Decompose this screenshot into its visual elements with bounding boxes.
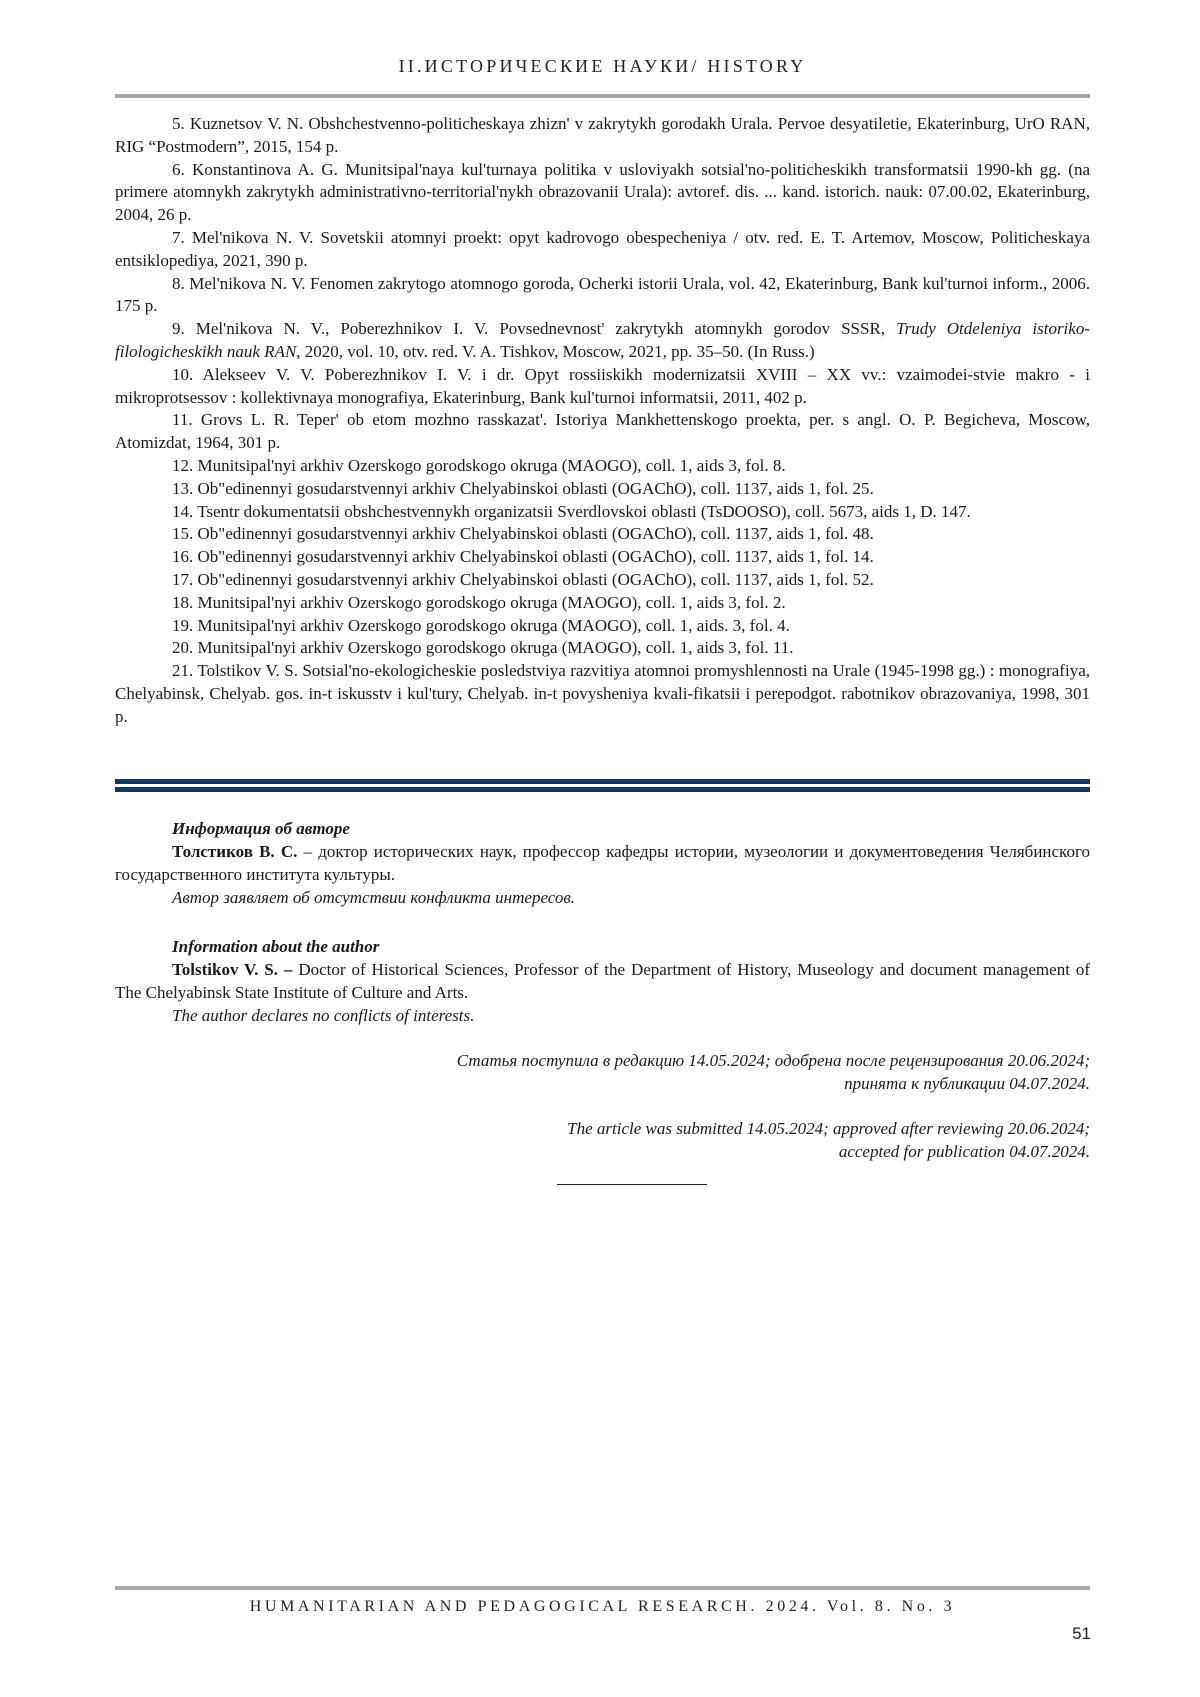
author-info-ru — [115, 817, 1090, 909]
reference-9-journal: Trudy Otdeleniya istoriko-filologicheskikh nauk RAN — [115, 319, 1090, 361]
author-heading-ru: Информация об авторе — [115, 817, 1090, 840]
author-name-ru: Толстиков В. С. — [172, 842, 297, 861]
journal-footer: HUMANITARIAN AND PEDAGOGICAL RESEARCH. 2024. Vol. 8. No. 3 — [115, 1598, 1090, 1616]
reference-item-10: 10. Alekseev V. V. Poberezhnikov I. V. i dr. Opyt rossiiskikh modernizatsii XVIII – XX vv.: vzaimodei-stvie makro - i mikroprotsessov : kollektivnaya monografiya, Ekaterinburg, Bank kul'turnoi informatsii, 2011, 402 p. — [115, 364, 1090, 410]
reference-item-7: 7. Mel'nikova N. V. Sovetskii atomnyi proekt: opyt kadrovogo obespecheniya / otv. red. E. T. Artemov, Moscow, Politicheskaya entsiklopediya, 2021, 390 p. — [115, 227, 1090, 273]
running-header: II.ИСТОРИЧЕСКИЕ НАУКИ/ HISTORY — [115, 56, 1090, 77]
conflict-statement-en: The author declares no conflicts of interests. — [115, 1004, 1090, 1027]
reference-list — [115, 113, 1090, 729]
author-description-en — [115, 958, 1090, 1004]
reference-item-21: 21. Tolstikov V. S. Sotsial'no-ekologicheskie posledstviya razvitiya atomnoi promyshlennosti na Urale (1945-1998 gg.) : monografiya, Chelyabinsk, Chelyab. gos. in-t iskusstv i kul'tury, Chelyab. in-t povysheniya kvali-fikatsii i perepodgot. rabotnikov obrazovaniya, 1998, 301 p. — [115, 660, 1090, 728]
dates-en-line-1: The article was submitted 14.05.2024; approved after reviewing 20.06.2024; — [115, 1117, 1090, 1140]
reference-9-main: 9. Mel'nikova N. V., Poberezhnikov I. V. Povsednevnost' zakrytykh atomnykh gorodov SSSR, — [172, 319, 896, 338]
reference-item-20: 20. Munitsipal'nyi arkhiv Ozerskogo gorodskogo okruga (MAOGO), coll. 1, aids 3, fol. 11. — [115, 637, 1090, 660]
reference-item-6: 6. Konstantinova A. G. Munitsipal'naya kul'turnaya politika v usloviyakh sotsial'no-politicheskikh transformatsii 1990-kh gg. (na primere atomnykh zakrytykh administrativno-territorial'nykh obrazovanii Urala): avtoref. dis. ... kand. istorich. nauk: 07.00.02, Ekaterinburg, 2004, 26 p. — [115, 159, 1090, 227]
section-divider — [115, 779, 1090, 792]
reference-item-15: 15. Ob"edinennyi gosudarstvennyi arkhiv Chelyabinskoi oblasti (OGAChO), coll. 1137, aids 1, fol. 48. — [115, 523, 1090, 546]
reference-item-17: 17. Ob"edinennyi gosudarstvennyi arkhiv Chelyabinskoi oblasti (OGAChO), coll. 1137, aids 1, fol. 52. — [115, 569, 1090, 592]
reference-item-5: 5. Kuznetsov V. N. Obshchestvenno-politicheskaya zhizn' v zakrytykh gorodakh Urala. Pervoe desyatiletie, Ekaterinburg, UrO RAN, RIG “Postmodern”, 2015, 154 p. — [115, 113, 1090, 159]
reference-item-13: 13. Ob"edinennyi gosudarstvennyi arkhiv Chelyabinskoi oblasti (OGAChO), coll. 1137, aids 1, fol. 25. — [115, 478, 1090, 501]
article-dates-en — [115, 1117, 1090, 1163]
author-heading-en: Information about the author — [115, 935, 1090, 958]
reference-item-19: 19. Munitsipal'nyi arkhiv Ozerskogo gorodskogo okruga (MAOGO), coll. 1, aids. 3, fol. 4. — [115, 615, 1090, 638]
author-name-en: Tolstikov V. S. – — [172, 960, 292, 979]
conflict-statement-ru: Автор заявляет об отсутствии конфликта интересов. — [115, 886, 1090, 909]
end-separator — [557, 1184, 707, 1185]
dates-ru-line-1: Статья поступила в редакцию 14.05.2024; одобрена после рецензирования 20.06.2024; — [115, 1049, 1090, 1072]
dates-ru-line-2: принята к публикации 04.07.2024. — [115, 1072, 1090, 1095]
article-dates-ru — [115, 1049, 1090, 1095]
author-description-ru — [115, 840, 1090, 886]
reference-item-8: 8. Mel'nikova N. V. Fenomen zakrytogo atomnogo goroda, Ocherki istorii Urala, vol. 42, Ekaterinburg, Bank kul'turnoi inform., 2006. 175 p. — [115, 273, 1090, 319]
reference-item-18: 18. Munitsipal'nyi arkhiv Ozerskogo gorodskogo okruga (MAOGO), coll. 1, aids 3, fol. 2. — [115, 592, 1090, 615]
author-text-en: Doctor of Historical Sciences, Professor of the Department of History, Museology and document management of The Chelyabinsk State Institute of Culture and Arts. — [115, 960, 1090, 1002]
reference-item-9 — [115, 318, 1090, 364]
reference-item-12: 12. Munitsipal'nyi arkhiv Ozerskogo gorodskogo okruga (MAOGO), coll. 1, aids 3, fol. 8. — [115, 455, 1090, 478]
reference-9-tail: , 2020, vol. 10, otv. red. V. A. Tishkov, Moscow, 2021, pp. 35–50. (In Russ.) — [296, 342, 814, 361]
header-divider — [115, 94, 1090, 98]
reference-item-11: 11. Grovs L. R. Teper' ob etom mozhno rasskazat'. Istoriya Mankhettenskogo proekta, per. s angl. O. P. Begicheva, Moscow, Atomizdat, 1964, 301 p. — [115, 409, 1090, 455]
dates-en-line-2: accepted for publication 04.07.2024. — [115, 1140, 1090, 1163]
reference-item-14: 14. Tsentr dokumentatsii obshchestvennykh organizatsii Sverdlovskoi oblasti (TsDOOSO), coll. 5673, aids 1, D. 147. — [115, 501, 1090, 524]
reference-item-16: 16. Ob"edinennyi gosudarstvennyi arkhiv Chelyabinskoi oblasti (OGAChO), coll. 1137, aids 1, fol. 14. — [115, 546, 1090, 569]
page-number: 51 — [1072, 1624, 1091, 1644]
footer-divider — [115, 1586, 1090, 1590]
author-text-ru: – доктор исторических наук, профессор кафедры истории, музеологии и документоведения Челябинского государственного института культуры. — [115, 842, 1090, 884]
author-info-en — [115, 935, 1090, 1027]
